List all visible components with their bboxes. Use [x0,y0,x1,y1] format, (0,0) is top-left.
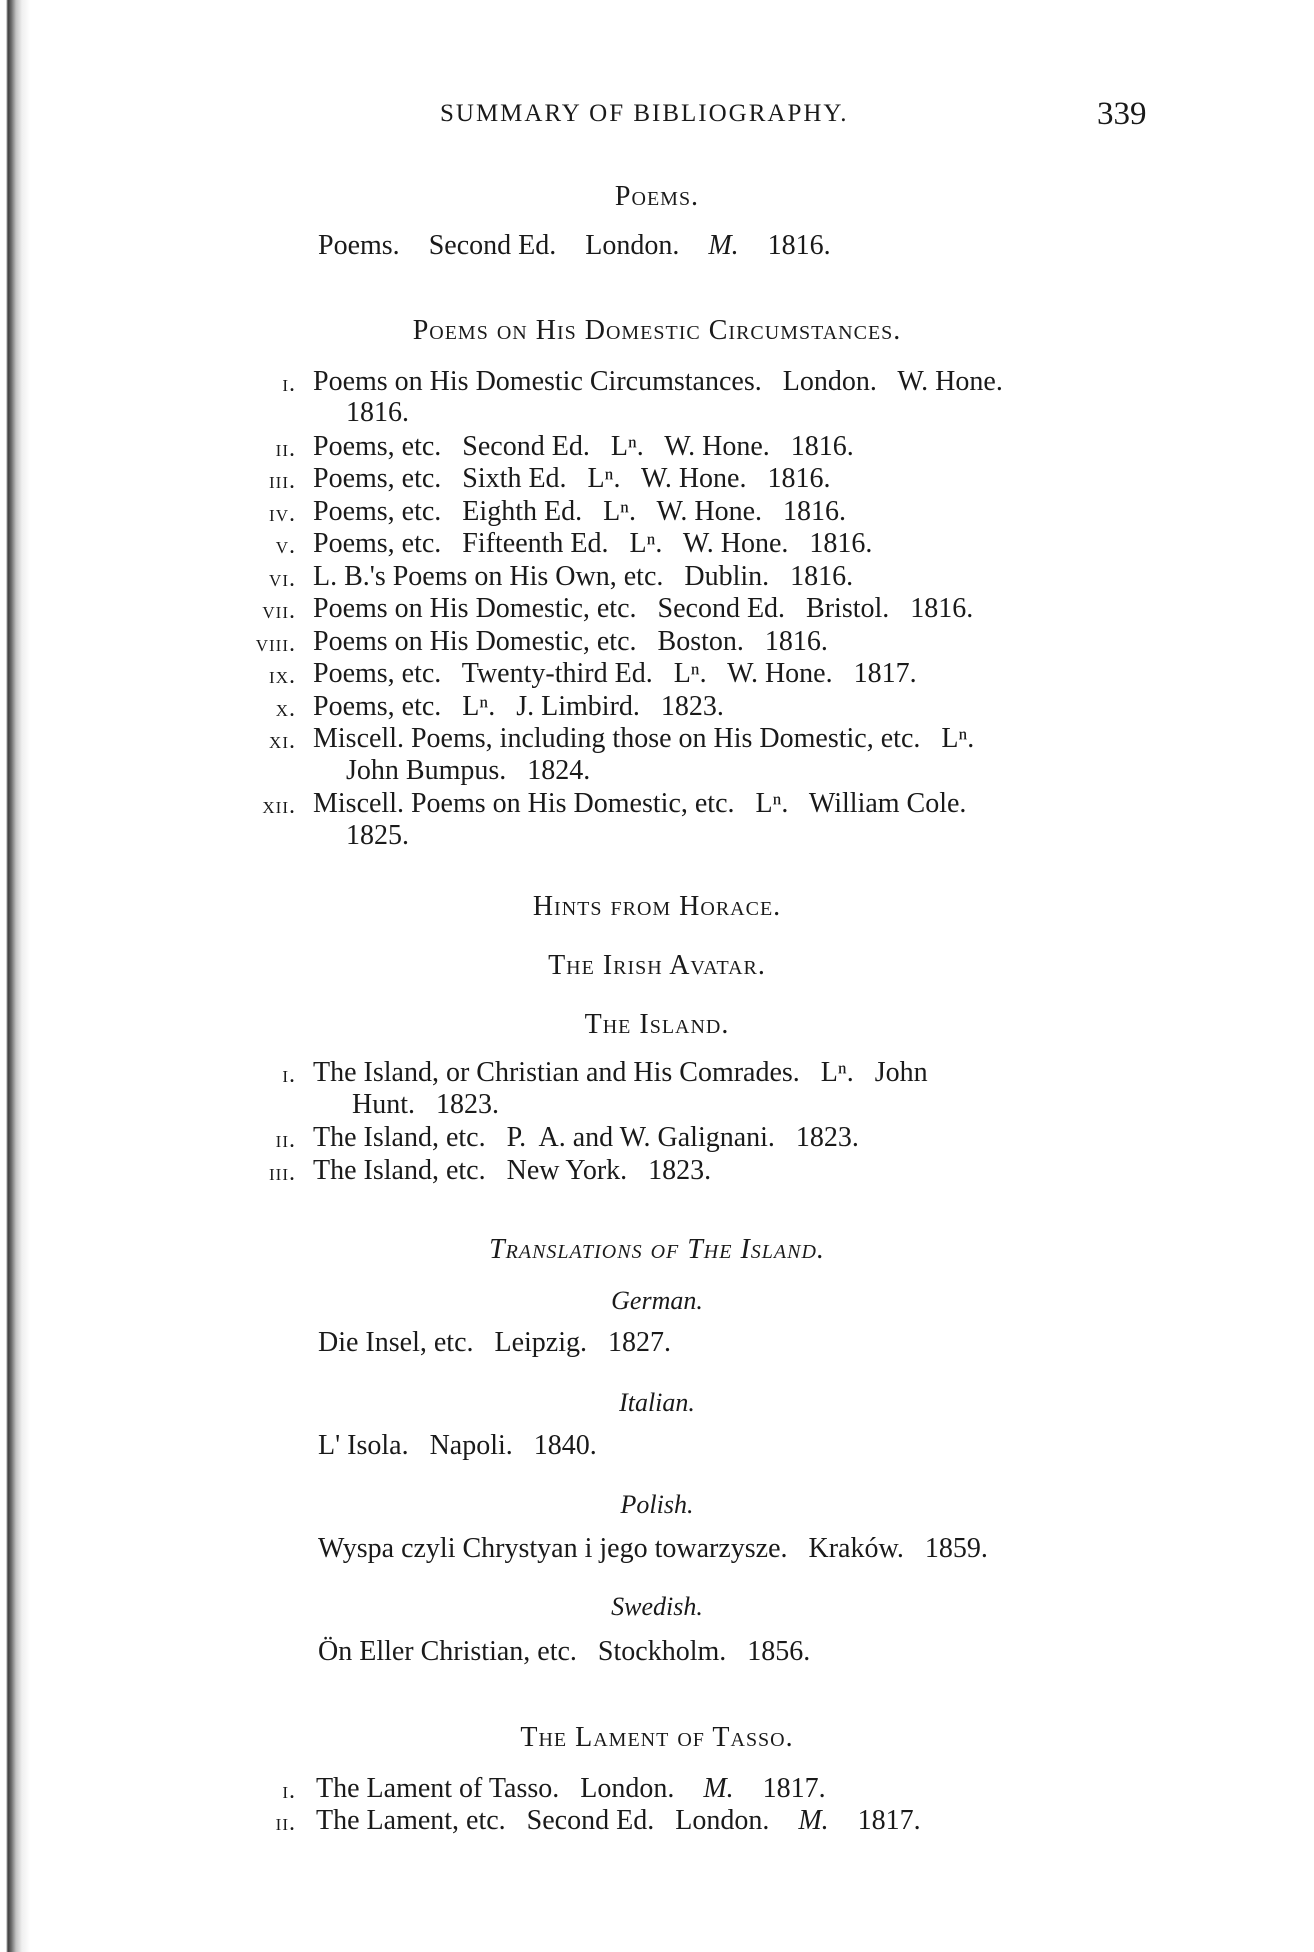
entry-number: vii. [262,598,296,624]
section-heading-island: The Island. [584,1009,730,1040]
section-heading-tasso: The Lament of Tasso. [520,1722,794,1753]
island-entry: The Island, etc. P. A. and W. Galignani. 1823. [313,1122,859,1153]
entry-number: ii. [275,1127,296,1153]
entry-number: i. [282,371,296,397]
entry-number: ii. [275,436,296,462]
section-heading-poems: Poems. [614,181,700,212]
entry-number: iii. [269,1160,296,1186]
entry-number: iv. [269,501,296,527]
island-entry: The Island, etc. New York. 1823. [313,1155,712,1186]
domestic-entry: Miscell. Poems, including those on His Domestic, etc. Lⁿ. [313,723,975,754]
entry-number: vi. [269,566,296,592]
domestic-entry: Poems on His Domestic, etc. Boston. 1816. [313,626,828,657]
tasso-entry [316,1773,826,1805]
domestic-entry: Miscell. Poems on His Domestic, etc. Lⁿ. William Cole. [313,788,967,819]
entry-year: 1817. [762,1773,826,1804]
entry-place: London. [585,230,680,261]
island-entry: The Island, or Christian and His Comrades. Lⁿ. John [313,1057,928,1088]
entry-number: xii. [262,793,296,819]
language-heading-polish: Polish. [620,1490,694,1519]
entry-publisher: M. [703,1773,734,1804]
entry-publisher: M. [708,230,739,261]
domestic-entry: Poems on His Domestic Circumstances. London. W. Hone. [313,366,1003,397]
entry-continuation: 1825. [346,820,409,851]
language-heading-italian: Italian. [619,1388,695,1417]
entry-year: 1816. [767,230,831,261]
entry-number: v. [275,533,296,559]
language-heading-swedish: Swedish. [611,1592,703,1621]
entry-number: i. [282,1778,296,1804]
poems-entry [318,230,831,262]
running-head: SUMMARY OF BIBLIOGRAPHY. [440,100,849,127]
entry-number: viii. [255,631,296,657]
section-heading-hints: Hints from Horace. [532,891,782,922]
entry-number: ii. [275,1810,296,1836]
language-heading-german: German. [611,1286,703,1315]
entry-edition: Second Ed. [428,230,557,261]
entry-number: ix. [269,663,296,689]
domestic-entry: Poems, etc. Twenty-third Ed. Lⁿ. W. Hone. 1817. [313,658,917,689]
domestic-entry: Poems, etc. Sixth Ed. Lⁿ. W. Hone. 1816. [313,463,831,494]
entry-continuation: John Bumpus. 1824. [346,755,591,786]
translation-entry: L' Isola. Napoli. 1840. [318,1430,597,1461]
section-heading-translations: Translations of The Island. [489,1234,825,1265]
entry-continuation: 1816. [346,397,409,428]
tasso-entry [316,1805,921,1837]
domestic-entry: Poems on His Domestic, etc. Second Ed. Bristol. 1816. [313,593,974,624]
translation-entry: Die Insel, etc. Leipzig. 1827. [318,1327,672,1358]
entry-year: 1817. [857,1805,921,1836]
section-heading-avatar: The Irish Avatar. [548,950,766,981]
entry-number: i. [282,1062,296,1088]
domestic-entry: L. B.'s Poems on His Own, etc. Dublin. 1816. [313,561,854,592]
entry-number: iii. [269,468,296,494]
domestic-entry: Poems, etc. Second Ed. Lⁿ. W. Hone. 1816. [313,431,854,462]
entry-number: x. [275,696,296,722]
entry-continuation: Hunt. 1823. [352,1089,499,1120]
domestic-entry: Poems, etc. Eighth Ed. Lⁿ. W. Hone. 1816. [313,496,846,527]
entry-number: xi. [269,728,296,754]
domestic-entry: Poems, etc. Fifteenth Ed. Lⁿ. W. Hone. 1816. [313,528,873,559]
entry-text: The Lament, etc. Second Ed. London. [316,1805,770,1836]
translation-entry: Ön Eller Christian, etc. Stockholm. 1856. [318,1636,811,1667]
section-heading-domestic: Poems on His Domestic Circumstances. [412,315,902,346]
page-number: 339 [1097,96,1147,132]
translation-entry: Wyspa czyli Chrystyan i jego towarzysze. Kraków. 1859. [318,1533,988,1564]
domestic-entry: Poems, etc. Lⁿ. J. Limbird. 1823. [313,691,724,722]
entry-title: Poems. [318,230,400,261]
entry-publisher: M. [798,1805,829,1836]
entry-text: The Lament of Tasso. London. [316,1773,675,1804]
